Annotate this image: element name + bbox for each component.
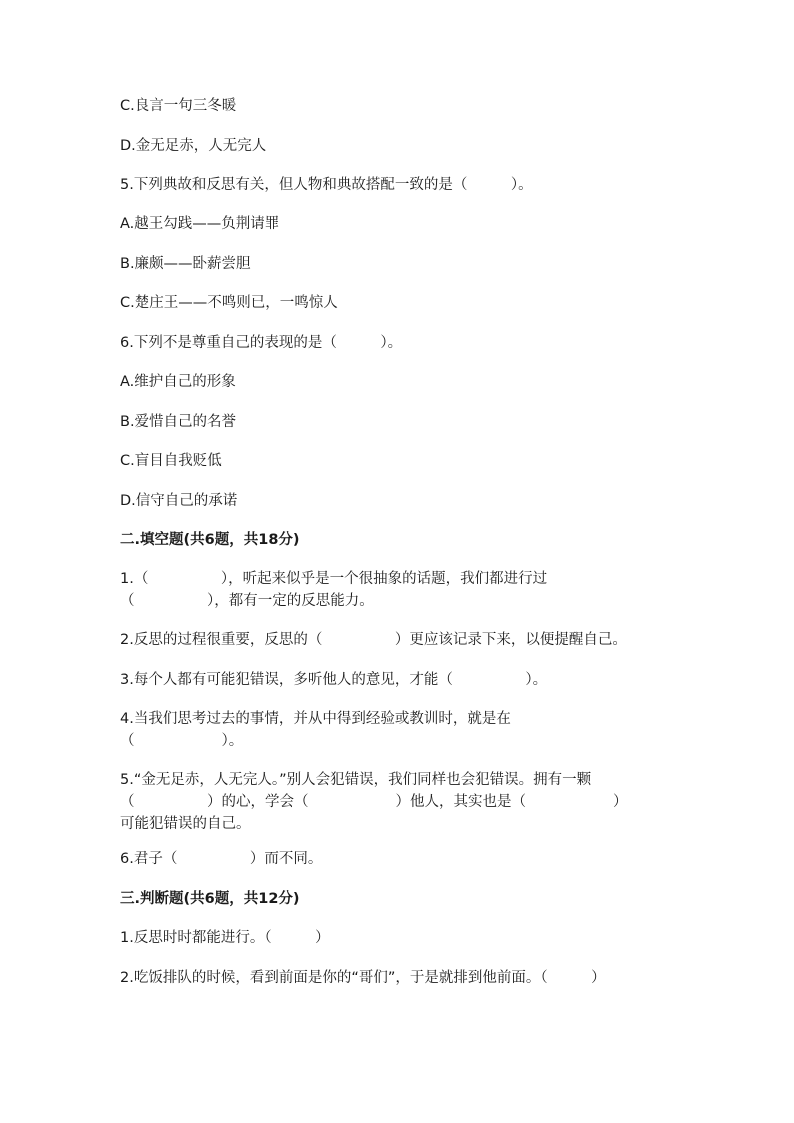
option-c-previous: C.良言一句三冬暖 [120, 98, 237, 114]
question-6-option-a: A.维护自己的形象 [120, 374, 236, 390]
section-3-heading: 三.判断题(共6题，共12分) [120, 891, 300, 907]
fill-question-2: 2.反思的过程很重要，反思的（ ）更应该记录下来，以便提醒自己。 [120, 632, 627, 648]
section-2-heading: 二.填空题(共6题，共18分) [120, 532, 300, 548]
fill-question-3: 3.每个人都有可能犯错误，多听他人的意见，才能（ ）。 [120, 672, 548, 688]
fill-question-4-line-1: 4.当我们思考过去的事情，并从中得到经验或教训时，就是在 [120, 711, 511, 727]
fill-question-5-line-3: 可能犯错误的自己。 [120, 816, 251, 832]
question-5-stem: 5.下列典故和反思有关，但人物和典故搭配一致的是（ ）。 [120, 177, 533, 193]
question-5-option-c: C.楚庄王——不鸣则已，一鸣惊人 [120, 295, 338, 311]
fill-question-1-line-1: 1.（ ），听起来似乎是一个很抽象的话题，我们都进行过 [120, 571, 548, 587]
question-6-option-b: B.爱惜自己的名誉 [120, 414, 237, 430]
question-6-stem: 6.下列不是尊重自己的表现的是（ ）。 [120, 335, 403, 351]
judge-question-1: 1.反思时时都能进行。（ ） [120, 930, 330, 946]
question-5-option-a: A.越王勾践——负荆请罪 [120, 216, 280, 232]
fill-question-1-line-2: （ ），都有一定的反思能力。 [120, 593, 374, 609]
question-6-option-d: D.信守自己的承诺 [120, 493, 238, 509]
judge-question-2: 2.吃饭排队的时候，看到前面是你的“哥们”，于是就排到他前面。（ ） [120, 970, 606, 986]
fill-question-4-line-2: （ ）。 [120, 733, 244, 749]
fill-question-5-line-2: （ ）的心，学会（ ）他人，其实也是（ ） [120, 794, 628, 810]
question-6-option-c: C.盲目自我贬低 [120, 453, 222, 469]
fill-question-5-line-1: 5.“金无足赤，人无完人。”别人会犯错误，我们同样也会犯错误。拥有一颗 [120, 772, 592, 788]
question-5-option-b: B.廉颇——卧薪尝胆 [120, 256, 251, 272]
fill-question-6: 6.君子（ ）而不同。 [120, 851, 323, 867]
option-d-previous: D.金无足赤，人无完人 [120, 138, 267, 154]
